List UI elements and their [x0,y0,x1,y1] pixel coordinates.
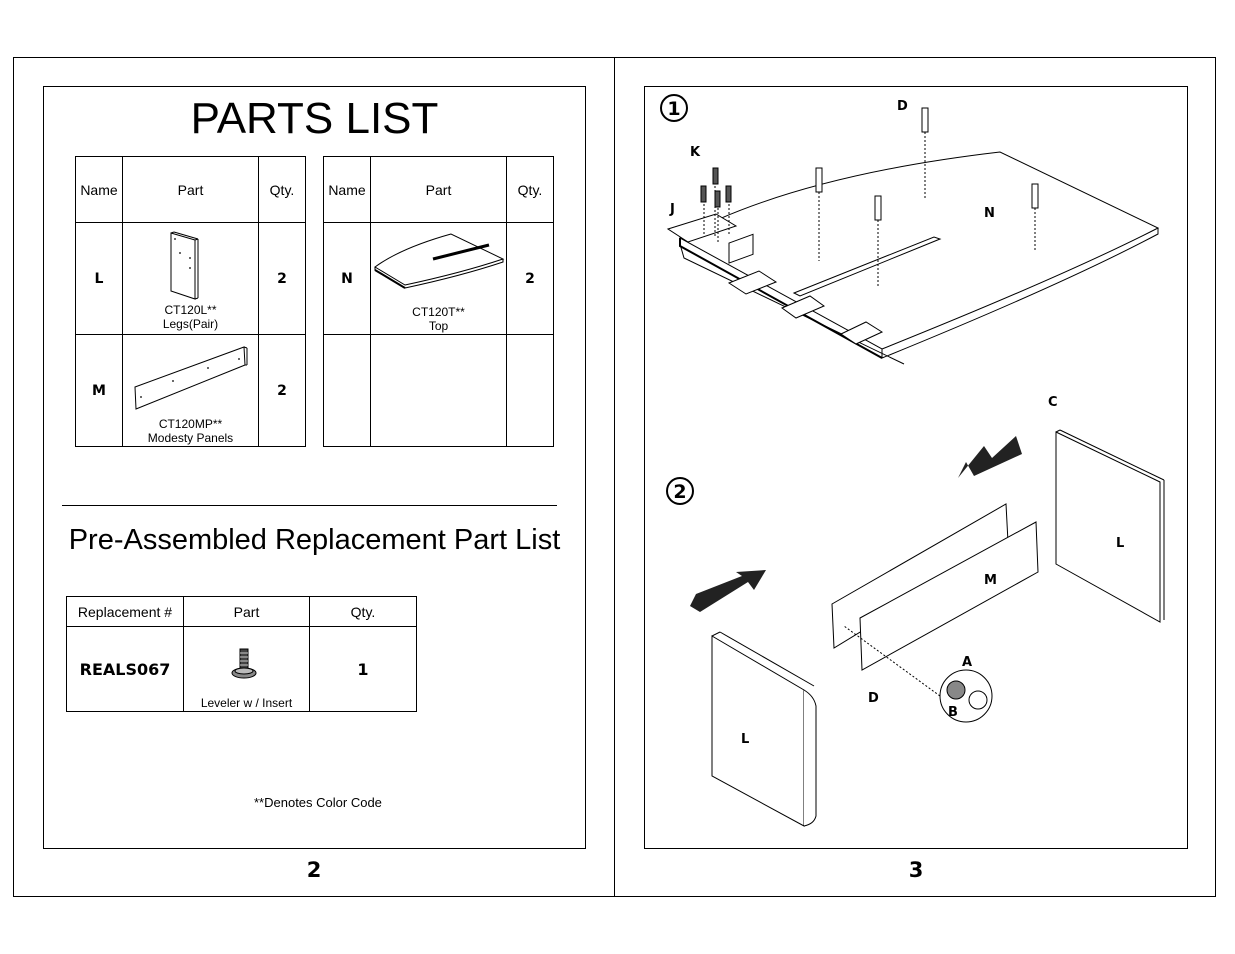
label-d-step2: D [868,691,879,706]
part-cell [184,627,310,712]
replacement-table [66,596,417,712]
label-d-step1: D [897,99,908,114]
part-cell [371,223,507,335]
empty-cell [507,335,554,447]
label-k: K [690,145,701,160]
arrow-right-icon [690,570,766,612]
table-row-empty [324,335,554,447]
header-qty: Qty. [310,597,417,627]
label-a: A [962,655,973,670]
part-desc: Leveler w / Insert [200,696,293,710]
part-letter: L [76,223,123,335]
header-qty: Qty. [259,157,306,223]
desk-top-drawing [680,152,1158,364]
label-b: B [948,705,958,720]
step-1-number: 1 [667,98,681,120]
empty-cell [324,335,371,447]
header-qty: Qty. [507,157,554,223]
step-2-badge [667,478,693,504]
header-name: Name [76,157,123,223]
label-m: M [984,573,997,588]
table-row [67,627,417,712]
parts-table-2 [323,156,554,447]
color-code-note: **Denotes Color Code [254,795,382,810]
table-row [76,223,306,335]
left-leg-panel-drawing [712,632,816,826]
header-replacement-number: Replacement # [67,597,184,627]
modesty-panel-drawing [832,504,1038,670]
part-qty: 2 [507,223,554,335]
part-qty: 1 [310,627,417,712]
table-row [324,223,554,335]
part-qty: 2 [259,335,306,447]
page-number-left: 2 [306,858,322,882]
table-row [76,335,306,447]
right-leg-panel-drawing [1056,430,1164,622]
replacement-title: Pre-Assembled Replacement Part List [68,524,561,556]
parts-list-title: PARTS LIST [190,94,439,143]
part-code: CT120MP** [158,417,223,431]
part-desc: Top [428,319,449,333]
header-part: Part [371,157,507,223]
header-part: Part [184,597,310,627]
page-divider [614,57,615,897]
page-number-right: 3 [908,858,924,882]
empty-cell [371,335,507,447]
part-code: CT120L** [164,303,217,317]
header-name: Name [324,157,371,223]
part-letter: M [76,335,123,447]
part-code: CT120T** [412,305,465,319]
part-desc: Modesty Panels [147,431,234,445]
label-j: J [670,202,675,217]
label-n: N [984,206,995,221]
part-qty: 2 [259,223,306,335]
assembly-diagram [644,86,1188,849]
arrow-left-icon [958,436,1022,478]
part-cell [123,223,259,335]
step-1-badge [661,95,687,121]
step-2-number: 2 [673,481,687,503]
part-cell [123,335,259,447]
label-l-right: L [1116,536,1125,551]
section-rule [62,505,557,506]
replacement-number: REALS067 [67,627,184,712]
label-c: C [1048,395,1058,410]
part-desc: Legs(Pair) [162,317,219,331]
parts-table-1 [75,156,306,447]
label-l-left: L [741,732,750,747]
header-part: Part [123,157,259,223]
part-letter: N [324,223,371,335]
